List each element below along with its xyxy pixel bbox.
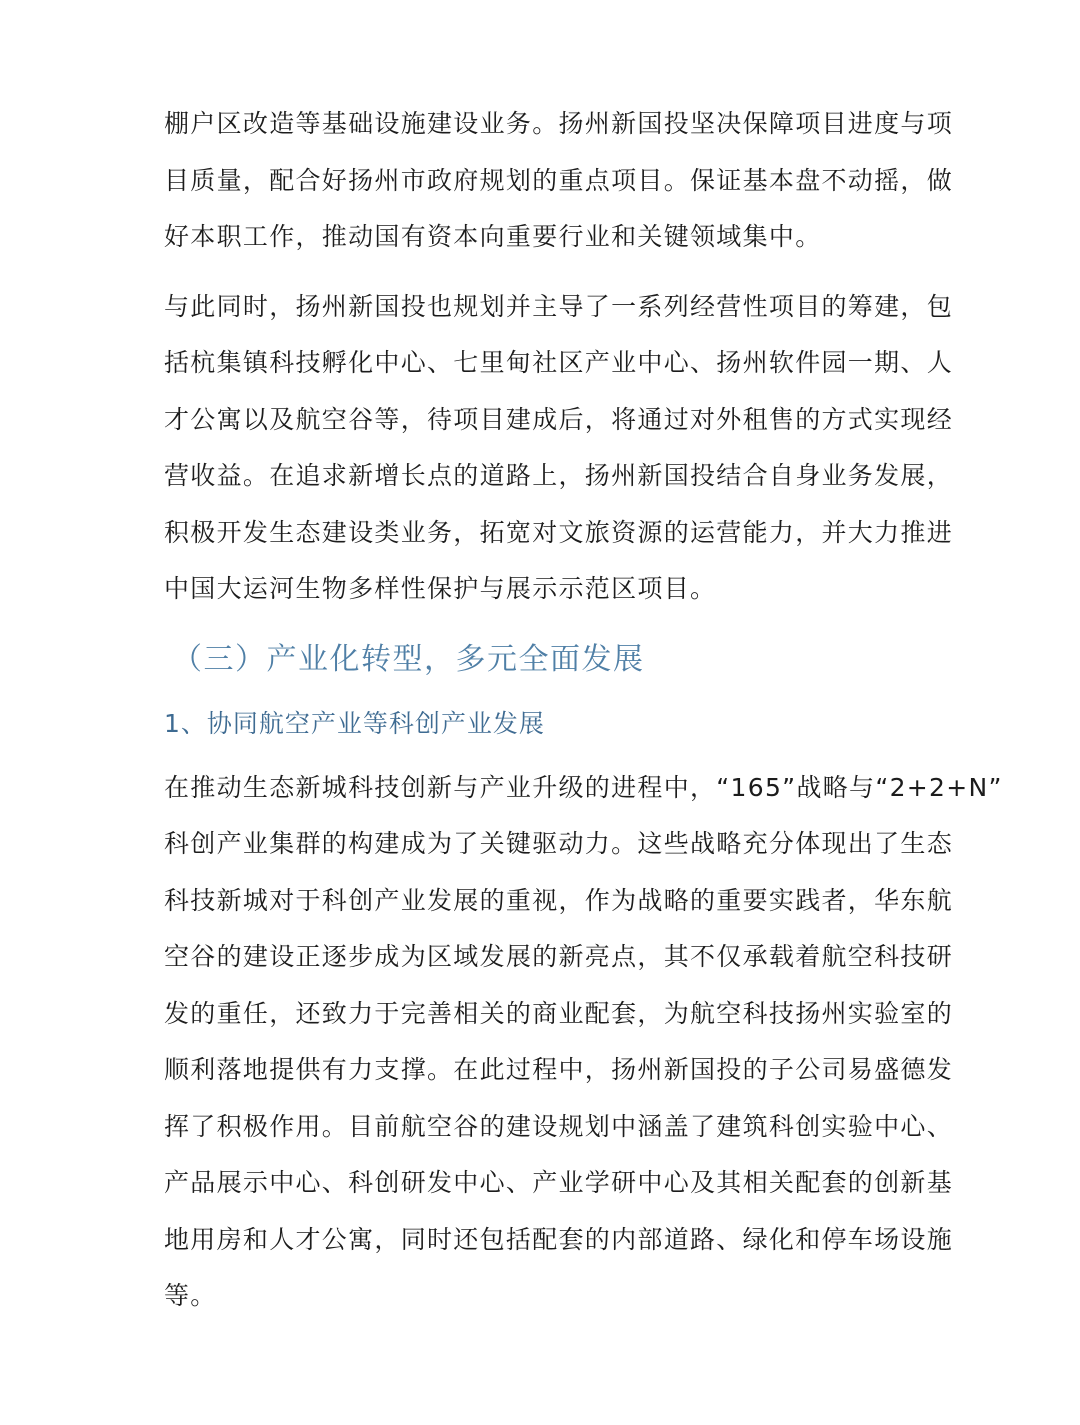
heading-spacer (164, 752, 916, 760)
text-line: 顺利落地提供有力支撑。在此过程中，扬州新国投的子公司易盛德发 (164, 1055, 954, 1084)
text-line: 与此同时，扬州新国投也规划并主导了一系列经营性项目的筹建，包 (164, 291, 954, 321)
text-line: 棚户区改造等基础设施建设业务。扬州新国投坚决保障项目进度与项 (164, 109, 954, 138)
paragraph-aviation-valley (164, 760, 1003, 1325)
text-line: 括杭集镇科技孵化中心、七里甸社区产业中心、扬州软件园一期、人 (164, 348, 954, 377)
text-line: 发的重任，还致力于完善相关的商业配套，为航空科技扬州实验室的 (164, 998, 954, 1028)
text-line: 积极开发生态建设类业务，拓宽对文旅资源的运营能力，并大力推进 (164, 517, 954, 547)
paragraph-infrastructure (164, 96, 954, 266)
text-line: 才公寓以及航空谷等，待项目建成后，将通过对外租售的方式实现经 (164, 404, 954, 434)
text-line: 空谷的建设正逐步成为区域发展的新亮点，其不仅承载着航空科技研 (164, 942, 954, 971)
text-line: 地用房和人才公寓，同时还包括配套的内部道路、绿化和停车场设施 (164, 1224, 954, 1254)
heading-spacer (164, 618, 916, 632)
section-heading: （三）产业化转型，多元全面发展 (172, 641, 645, 677)
text-line: 在推动生态新城科技创新与产业升级的进程中，“165”战略与“2+2+N” (164, 772, 1003, 802)
text-line: 中国大运河生物多样性保护与展示示范区项目。 (164, 574, 717, 603)
paragraph-spacer (164, 266, 916, 279)
text-line: 挥了积极作用。目前航空谷的建设规划中涵盖了建筑科创实验中心、 (164, 1111, 954, 1141)
text-line: 营收益。在追求新增长点的道路上，扬州新国投结合自身业务发展， (164, 461, 954, 490)
text-line: 科创产业集群的构建成为了关键驱动力。这些战略充分体现出了生态 (164, 829, 954, 858)
heading-spacer (164, 688, 916, 696)
text-line: 目质量，配合好扬州市政府规划的重点项目。保证基本盘不动摇，做 (164, 165, 954, 195)
paragraph-operating-projects (164, 279, 954, 618)
text-line: 产品展示中心、科创研发中心、产业学研中心及其相关配套的创新基 (164, 1168, 954, 1197)
text-line: 等。 (164, 1281, 217, 1310)
text-line: 科技新城对于科创产业发展的重视，作为战略的重要实践者，华东航 (164, 885, 954, 915)
text-line: 好本职工作，推动国有资本向重要行业和关键领域集中。 (164, 222, 822, 251)
sub-heading: 1、协同航空产业等科创产业发展 (164, 708, 545, 738)
